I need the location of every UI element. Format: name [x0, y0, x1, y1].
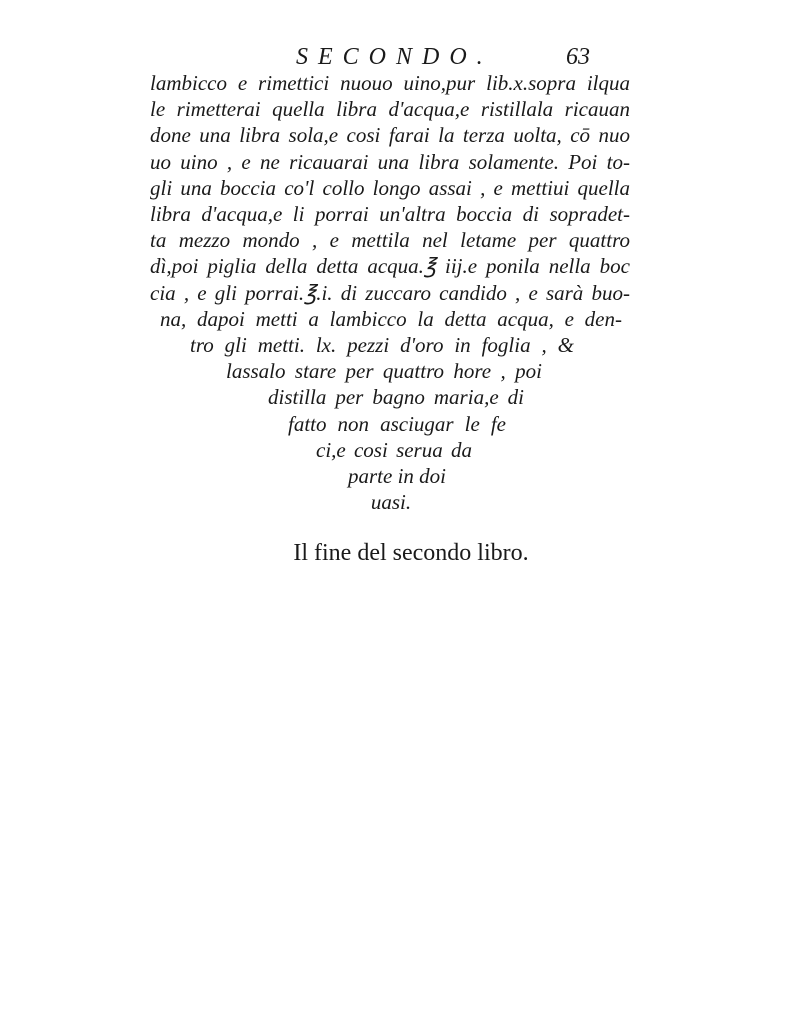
text-line: lambicco e rimettici nuouo uino,pur lib.x.sopra ilqua [150, 71, 630, 95]
text-line: distilla per bagno maria,e di [268, 385, 524, 410]
text-line: fatto non asciugar le fe [288, 411, 506, 436]
text-line: ci,e cosi serua da [316, 437, 472, 462]
text-line: na, dapoi metti a lambicco la detta acqua, e den- [160, 306, 622, 331]
text-line: tro gli metti. lx. pezzi d'oro in foglia , & [190, 333, 574, 358]
text-line: parte in doi [348, 464, 446, 489]
body-text [150, 70, 630, 515]
text-line: gli una boccia co'l collo longo assai , e mettiui quella [150, 175, 630, 200]
text-line: lassalo stare per quattro hore , poi [226, 359, 542, 384]
text-line: libra d'acqua,e li porrai un'altra boccia di sopradet- [150, 202, 630, 227]
text-line: cia , e gli porrai.℥.i. di zuccaro candido , e sarà buo- [150, 280, 630, 305]
text-line: dì,poi piglia della detta acqua.℥ iij.e ponila nella boc [150, 254, 630, 279]
text-line: uo uino , e ne ricauarai una libra solamente. Poi to- [150, 149, 630, 174]
text-line: done una libra sola,e cosi farai la terza uolta, cō nuo [150, 123, 630, 148]
text-line: le rimetterai quella libra d'acqua,e ristillala ricauan [150, 97, 630, 122]
page-number: 63 [566, 44, 590, 70]
book-ending-line: Il fine del secondo libro. [293, 540, 529, 566]
text-line: uasi. [370, 490, 412, 515]
running-title: SECONDO. [296, 44, 493, 70]
text-line: ta mezzo mondo , e mettila nel letame per quattro [150, 228, 630, 253]
running-head [0, 40, 800, 74]
